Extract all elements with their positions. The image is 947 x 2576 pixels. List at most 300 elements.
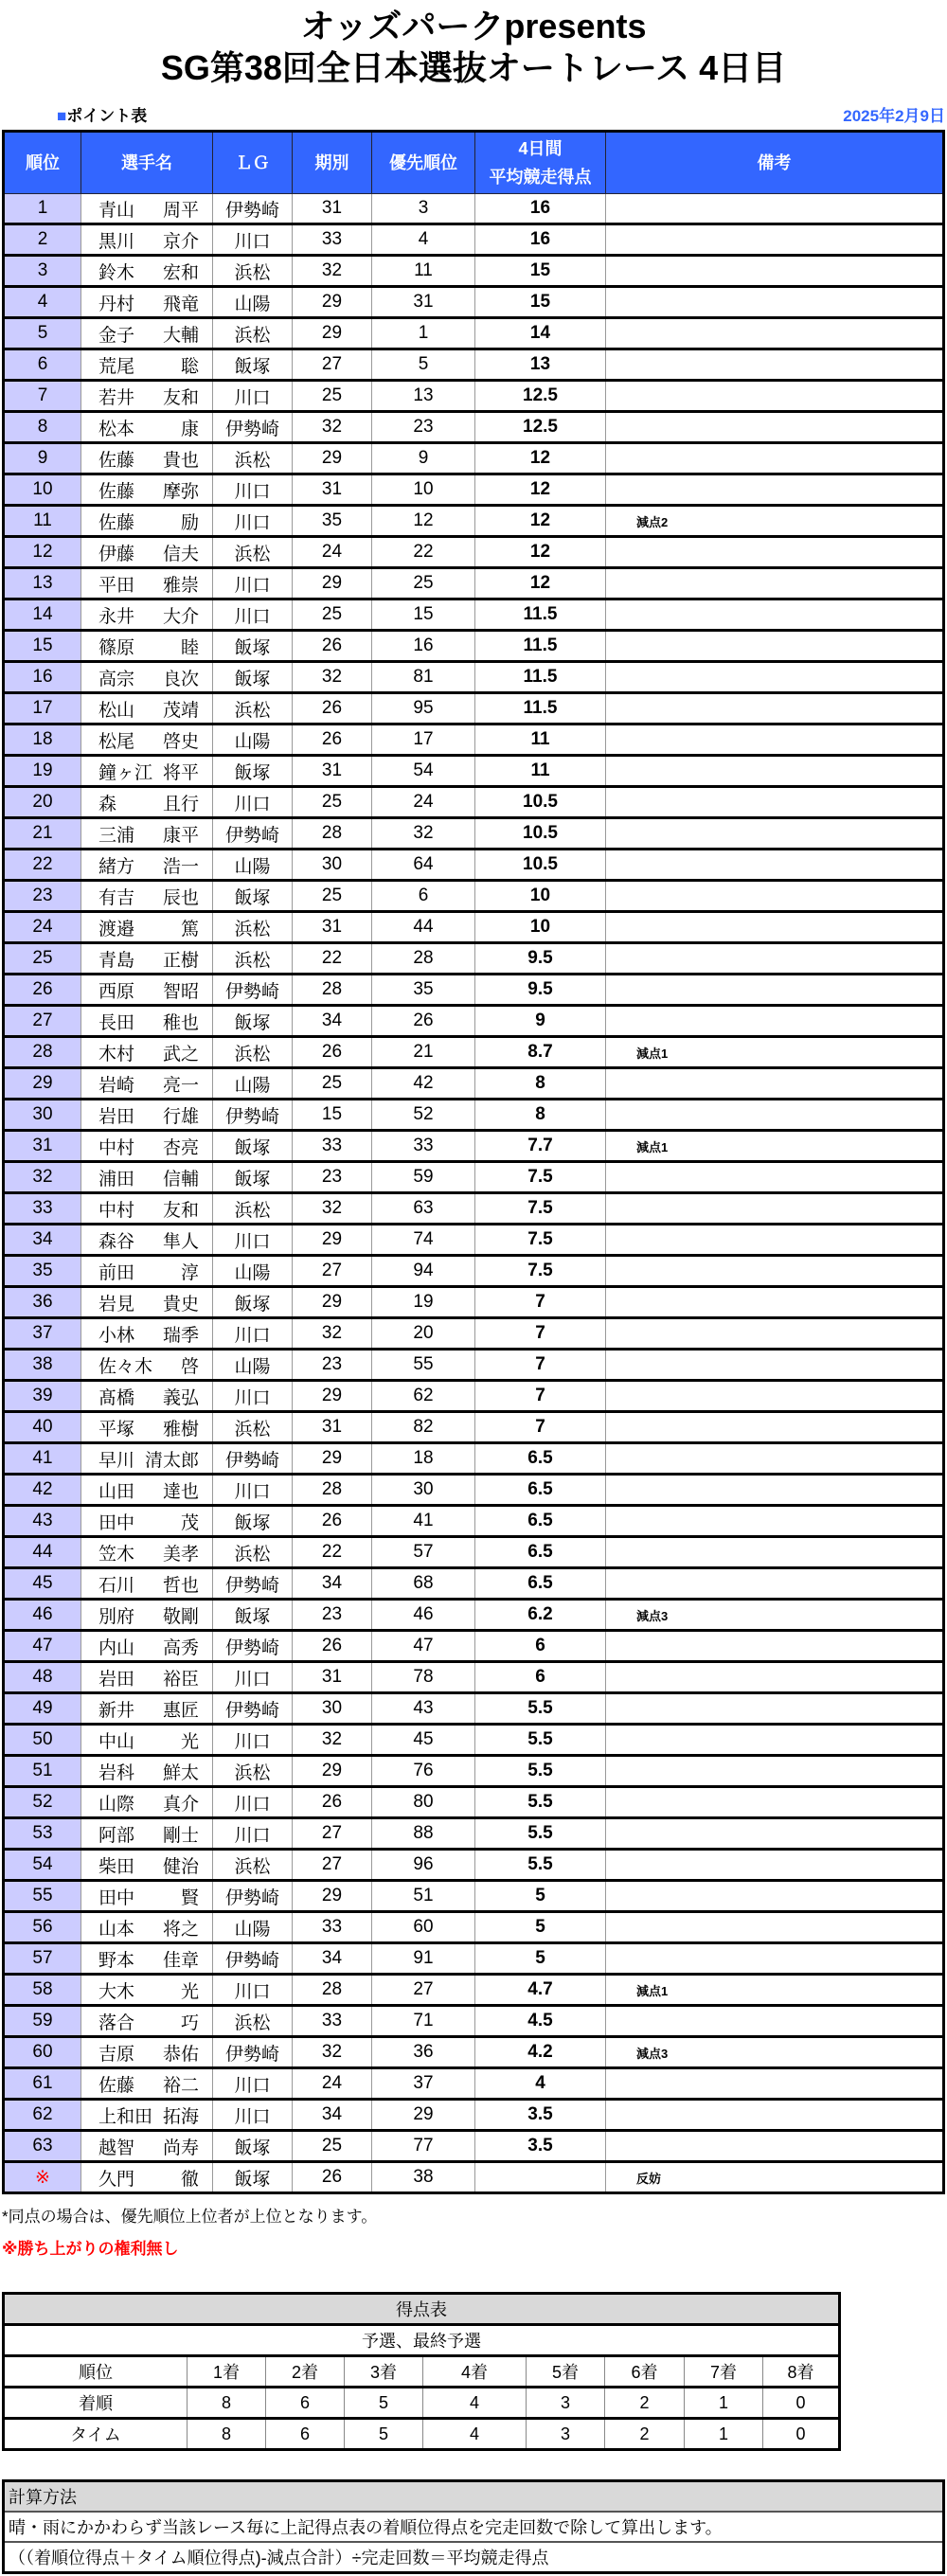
points-table-header [4,132,944,194]
term-cell: 28 [293,818,372,850]
lg-cell: 飯塚 [213,1131,293,1162]
lg-cell: 川口 [213,599,293,631]
note-cell [606,1100,944,1131]
given-name: 康平 [162,825,199,846]
priority-cell: 51 [372,1881,475,1912]
player-name [81,759,212,784]
term-cell: 34 [293,1006,372,1037]
player-name-cell [81,443,213,474]
player-name-cell [81,599,213,631]
surname: 久門 [98,2169,135,2190]
given-name: 敬剛 [162,1606,199,1627]
priority-cell: 47 [372,1631,475,1662]
term-cell: 34 [293,2100,372,2131]
note-cell [606,1318,944,1350]
player-name-cell [81,1600,213,1631]
given-name: 巧 [180,2012,199,2033]
player-name [81,540,212,565]
player-name [81,634,212,659]
surname: 青山 [98,200,135,221]
surname: 青島 [98,950,135,971]
score-cell: 4.7 [475,1975,606,2006]
calc-line1: 晴・雨にかかわらず当該レース毎に上記得点表の着順位得点を完走回数で除して算出します。 [4,2512,944,2542]
surname: 佐々木 [98,1356,153,1377]
term-cell: 33 [293,2006,372,2037]
note-cell [606,1693,944,1725]
player-name [81,2134,212,2159]
player-name [81,977,212,1003]
priority-cell: 16 [372,631,475,662]
col-lg: ＬＧ [213,132,293,194]
table-row [4,2131,944,2162]
lg-cell: 伊勢崎 [213,412,293,443]
player-name [81,915,212,940]
score-cell: 9.5 [475,943,606,975]
term-cell: 32 [293,2037,372,2068]
table-row [4,599,944,631]
surname: 髙橋 [98,1387,135,1408]
score-cell: 11 [475,756,606,787]
rank-cell: 12 [4,537,81,568]
priority-cell: 26 [372,1006,475,1037]
score-cell: 2着 [266,2356,345,2388]
given-name: 篤 [180,919,199,939]
score-table-subtitle: 予選、最終予選 [4,2325,840,2356]
player-name [81,509,212,534]
lg-cell: 山陽 [213,850,293,881]
note-cell [606,693,944,724]
player-name-cell [81,1287,213,1318]
score-cell: 4 [475,2068,606,2100]
rank-cell: 45 [4,1568,81,1600]
surname: 野本 [98,1950,135,1971]
priority-cell: 68 [372,1568,475,1600]
surname: 石川 [98,1575,135,1596]
score-cell: 0 [763,2419,840,2450]
player-name [81,1134,212,1159]
player-name [81,1415,212,1440]
score-cell: 11.5 [475,631,606,662]
term-cell: 34 [293,1568,372,1600]
term-cell: 25 [293,2131,372,2162]
player-name [81,946,212,972]
score-cell: 10.5 [475,850,606,881]
score-cell: 6.5 [475,1475,606,1506]
rank-cell: 40 [4,1412,81,1443]
player-name [81,1040,212,1065]
player-name-cell [81,1912,213,1943]
player-name-cell [81,1318,213,1350]
table-row [4,1287,944,1318]
surname: 中村 [98,1200,135,1221]
note-cell [606,1193,944,1225]
score-cell: 4 [423,2419,527,2450]
rank-cell: 11 [4,506,81,537]
score-cell: 4.5 [475,2006,606,2037]
term-cell: 25 [293,1068,372,1100]
priority-cell: 18 [372,1443,475,1475]
table-row [4,1818,944,1850]
player-name [81,415,212,440]
surname: 森 [98,794,117,814]
player-name [81,1259,212,1284]
note-cell [606,1881,944,1912]
term-cell: 29 [293,1225,372,1256]
given-name: 浩一 [162,856,199,877]
priority-cell: 28 [372,943,475,975]
score-cell: 7 [475,1412,606,1443]
priority-cell: 96 [372,1850,475,1881]
surname: 佐藤 [98,512,135,533]
note-cell [606,1818,944,1850]
rank-cell: 43 [4,1506,81,1537]
term-cell: 32 [293,662,372,693]
score-cell: 8 [475,1068,606,1100]
priority-cell: 23 [372,412,475,443]
score-cell: 11.5 [475,599,606,631]
player-name-cell [81,1756,213,1787]
score-cell: 7 [475,1350,606,1381]
rank-cell: 27 [4,1006,81,1037]
term-cell: 26 [293,2162,372,2193]
score-cell: 5.5 [475,1693,606,1725]
score-cell: 7.7 [475,1131,606,1162]
score-cell: 6.2 [475,1600,606,1631]
note-cell [606,1662,944,1693]
lg-cell: 川口 [213,1725,293,1756]
priority-cell: 78 [372,1662,475,1693]
score-cell: 7 [475,1318,606,1350]
surname: 別府 [98,1606,135,1627]
rank-cell: 5 [4,318,81,349]
player-name-cell [81,1818,213,1850]
surname: 阿部 [98,1825,135,1846]
player-name-cell [81,2068,213,2100]
given-name: 雅樹 [162,1419,199,1440]
term-cell: 29 [293,1381,372,1412]
lg-cell: 川口 [213,1225,293,1256]
priority-cell: 21 [372,1037,475,1068]
lg-cell: 伊勢崎 [213,1568,293,1600]
score-cell: 5 [475,1943,606,1975]
score-cell: 6 [475,1631,606,1662]
score-row [4,2419,840,2450]
note-cell [606,568,944,599]
given-name: 貴也 [162,450,199,471]
note-cell [606,2068,944,2100]
surname: 田中 [98,1887,135,1908]
table-row [4,1318,944,1350]
term-cell: 23 [293,1600,372,1631]
note-cell [606,1568,944,1600]
player-name [81,1696,212,1722]
table-row [4,662,944,693]
term-cell: 29 [293,443,372,474]
note-cell [606,662,944,693]
player-name [81,1852,212,1878]
score-cell: 5.5 [475,1850,606,1881]
score-cell: 15 [475,256,606,287]
score-header-row [4,2356,840,2388]
priority-cell: 59 [372,1162,475,1193]
rank-cell: 41 [4,1443,81,1475]
rank-cell: 36 [4,1287,81,1318]
score-cell: 3.5 [475,2131,606,2162]
lg-cell: 山陽 [213,1256,293,1287]
player-name [81,1602,212,1628]
player-name [81,821,212,847]
table-row [4,1443,944,1475]
lg-cell: 浜松 [213,912,293,943]
score-cell: 5.5 [475,1756,606,1787]
given-name: 良次 [162,669,199,689]
table-row [4,1756,944,1787]
score-cell: 7.5 [475,1256,606,1287]
score-table [2,2292,841,2451]
player-name-cell [81,631,213,662]
note-cell [606,1912,944,1943]
score-cell: 12 [475,474,606,506]
score-cell: 4着 [423,2356,527,2388]
rank-cell: 21 [4,818,81,850]
given-name: 睦 [180,637,199,658]
surname: 岩崎 [98,1075,135,1096]
score-cell: 16 [475,224,606,256]
player-name [81,259,212,284]
term-cell: 25 [293,599,372,631]
player-name [81,727,212,753]
given-name: 高秀 [162,1637,199,1658]
surname: 金子 [98,325,135,346]
term-cell: 27 [293,1256,372,1287]
player-name-cell [81,1256,213,1287]
term-cell: 26 [293,1506,372,1537]
table-row [4,818,944,850]
priority-cell: 29 [372,2100,475,2131]
player-name [81,1634,212,1659]
lg-cell: 伊勢崎 [213,1881,293,1912]
score-cell: 1 [685,2388,763,2419]
table-row [4,224,944,256]
player-name [81,1227,212,1253]
player-name [81,1571,212,1597]
points-table [2,130,945,2194]
given-name: 淳 [180,1262,199,1283]
given-name: 美孝 [162,1544,199,1565]
score-cell: 8.7 [475,1037,606,1068]
surname: 早川 [98,1450,135,1471]
lg-cell: 川口 [213,1662,293,1693]
lg-cell: 飯塚 [213,2162,293,2193]
term-cell: 27 [293,349,372,381]
priority-cell: 52 [372,1100,475,1131]
term-cell: 25 [293,881,372,912]
rank-cell: 7 [4,381,81,412]
player-name-cell [81,1568,213,1600]
score-cell: 7.5 [475,1162,606,1193]
player-name-cell [81,850,213,881]
priority-cell: 46 [372,1600,475,1631]
score-cell: 5 [475,1881,606,1912]
calculation-method-table [2,2479,945,2574]
surname: 黒川 [98,231,135,252]
page-title-line2: SG第38回全日本選抜オートレース 4日目 [160,48,787,87]
rank-cell: 13 [4,568,81,599]
given-name: 信夫 [162,544,199,564]
note-cell [606,1631,944,1662]
score-table-body [4,2356,840,2450]
player-name [81,1509,212,1534]
note-cell [606,850,944,881]
term-cell: 29 [293,1756,372,1787]
table-row [4,1162,944,1193]
surname: 落合 [98,2012,135,2033]
score-cell: 1 [685,2419,763,2450]
note-cell [606,474,944,506]
player-name [81,884,212,909]
note-cell [606,975,944,1006]
table-row [4,1506,944,1537]
player-name [81,1759,212,1784]
surname: 大木 [98,1981,135,2002]
rank-cell: 54 [4,1850,81,1881]
term-cell: 25 [293,787,372,818]
lg-cell: 飯塚 [213,1006,293,1037]
surname: 平塚 [98,1419,135,1440]
table-row [4,1068,944,1100]
table-row [4,349,944,381]
given-name: 剛士 [162,1825,199,1846]
player-name [81,1915,212,1941]
table-row [4,756,944,787]
table-row [4,256,944,287]
score-row [4,2388,840,2419]
note-cell [606,1787,944,1818]
note-cell [606,1287,944,1318]
note-cell [606,943,944,975]
player-name [81,1477,212,1503]
lg-cell: 川口 [213,2100,293,2131]
note-cell: 減点1 [606,1131,944,1162]
score-cell: 3.5 [475,2100,606,2131]
priority-cell: 38 [372,2162,475,2193]
score-cell: 11.5 [475,693,606,724]
priority-cell: 11 [372,256,475,287]
rank-cell: 32 [4,1162,81,1193]
score-cell: 11.5 [475,662,606,693]
given-name: 大輔 [162,325,199,346]
note-cell [606,1006,944,1037]
table-row [4,850,944,881]
score-cell: 8 [188,2419,266,2450]
term-cell: 32 [293,1725,372,1756]
given-name: 清太郎 [144,1450,199,1471]
given-name: 摩弥 [162,481,199,502]
player-name-cell [81,1193,213,1225]
player-name-cell [81,1412,213,1443]
priority-cell: 43 [372,1693,475,1725]
surname: 佐藤 [98,450,135,471]
given-name: 徹 [180,2169,199,2190]
table-row [4,1787,944,1818]
lg-cell: 山陽 [213,724,293,756]
lg-cell: 川口 [213,506,293,537]
term-cell: 33 [293,1131,372,1162]
note-cell [606,1225,944,1256]
player-name [81,477,212,503]
priority-cell: 37 [372,2068,475,2100]
surname: 新井 [98,1700,135,1721]
col-note: 備考 [606,132,944,194]
player-name-cell [81,912,213,943]
score-cell [475,2162,606,2193]
note-cell [606,912,944,943]
score-cell: 7.5 [475,1193,606,1225]
rank-cell: 35 [4,1256,81,1287]
priority-cell: 4 [372,224,475,256]
given-name: 聡 [180,356,199,377]
rank-cell: 60 [4,2037,81,2068]
surname: 丹村 [98,294,135,314]
square-bullet-icon: ■ [57,107,67,125]
player-name-cell [81,537,213,568]
score-cell: 5 [475,1912,606,1943]
surname: 越智 [98,2138,135,2158]
note-cell [606,1537,944,1568]
term-cell: 26 [293,1631,372,1662]
rank-cell: 34 [4,1225,81,1256]
term-cell: 32 [293,1193,372,1225]
lg-cell: 浜松 [213,1850,293,1881]
table-row [4,1225,944,1256]
player-name-cell [81,881,213,912]
term-cell: 29 [293,1443,372,1475]
section-label: ポイント表 [66,107,148,125]
lg-cell: 川口 [213,224,293,256]
rank-cell: 19 [4,756,81,787]
rank-cell: 49 [4,1693,81,1725]
rank-cell: 23 [4,881,81,912]
term-cell: 31 [293,474,372,506]
term-cell: 29 [293,1287,372,1318]
given-name: 信輔 [162,1169,199,1190]
note-cell [606,287,944,318]
table-row [4,912,944,943]
lg-cell: 飯塚 [213,881,293,912]
note-cell [606,349,944,381]
score-table-title: 得点表 [4,2294,840,2325]
term-cell: 33 [293,1912,372,1943]
lg-cell: 川口 [213,381,293,412]
lg-cell: 伊勢崎 [213,1693,293,1725]
score-cell: 8 [188,2388,266,2419]
player-name-cell [81,2006,213,2037]
player-name-cell [81,506,213,537]
player-name [81,2071,212,2097]
term-cell: 32 [293,256,372,287]
lg-cell: 山陽 [213,1350,293,1381]
given-name: 鮮太 [162,1762,199,1783]
score-cell: 3 [527,2388,605,2419]
score-cell: 6.5 [475,1568,606,1600]
given-name: 励 [180,512,199,533]
term-cell: 24 [293,2068,372,2100]
surname: 鐘ヶ江 [98,762,153,783]
note-cell [606,881,944,912]
table-row [4,724,944,756]
score-cell: 12.5 [475,412,606,443]
player-name-cell [81,1068,213,1100]
